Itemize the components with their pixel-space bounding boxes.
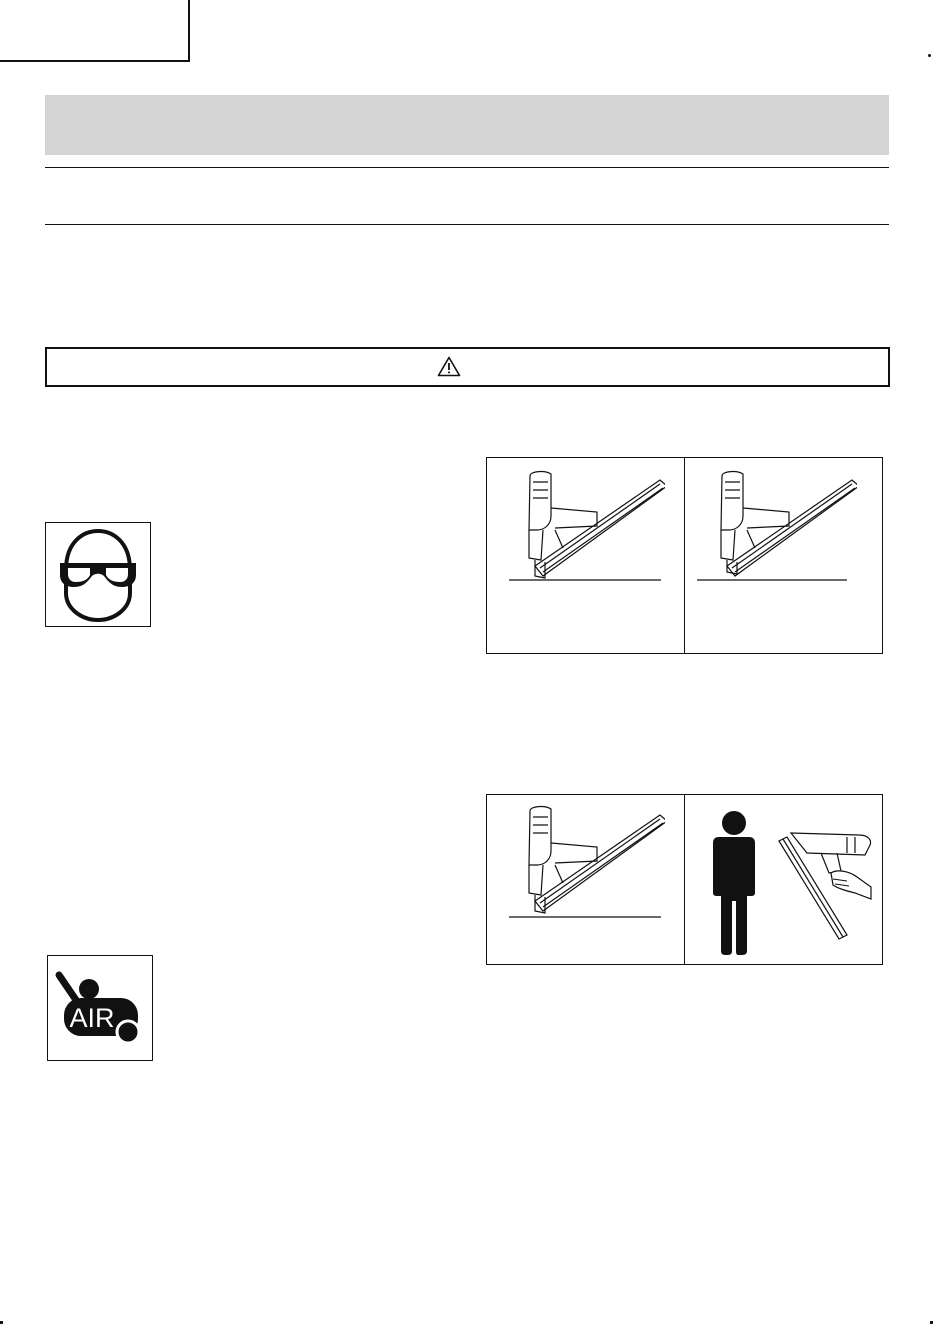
top-rule	[45, 167, 889, 168]
bottom-rule	[45, 224, 889, 225]
hand-icon	[831, 871, 871, 899]
figure-nailer-and-person	[486, 794, 883, 965]
warning-triangle-icon	[437, 356, 461, 377]
nail-gun-icon	[505, 468, 665, 598]
nail-gun-icon	[697, 468, 857, 598]
figure-divider	[684, 795, 685, 964]
page-tab-box	[0, 0, 190, 62]
registration-dot	[928, 54, 931, 57]
air-label: AIR	[69, 1003, 115, 1033]
air-compressor-icon-box	[47, 955, 153, 1061]
figure-divider	[684, 458, 685, 653]
safety-goggles-icon	[46, 523, 150, 626]
goggles-icon-box	[45, 522, 151, 627]
nail-gun-icon	[505, 803, 665, 928]
figure-nailer-on-surface	[486, 457, 883, 654]
nail-gun-icon	[777, 829, 877, 954]
air-compressor-icon	[48, 956, 152, 1060]
section-banner	[45, 95, 889, 155]
warning-box	[45, 347, 890, 387]
